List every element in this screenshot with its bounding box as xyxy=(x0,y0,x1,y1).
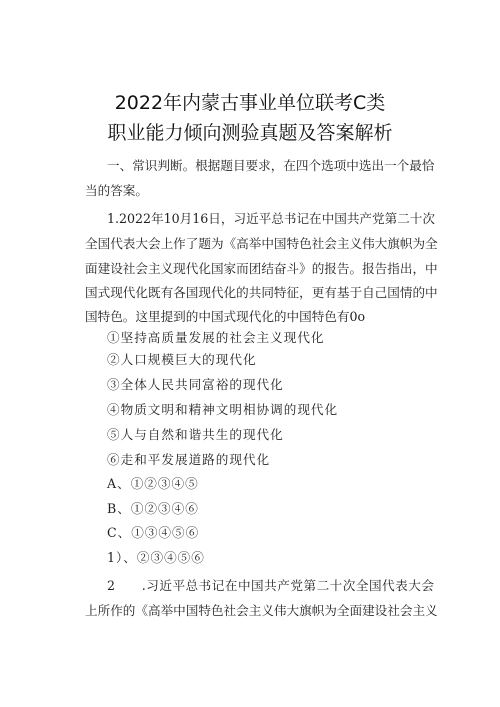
document-title-line-1: 2022年内蒙古事业单位联考C类 xyxy=(114,92,386,114)
section-header-line-1: 一、常识判断。根据题目要求，在四个选项中选出一个最恰 xyxy=(107,158,435,173)
statement-1: ①坚持高质量发展的社会主义现代化 xyxy=(107,330,325,345)
option-b: B、①②③④⑥ xyxy=(107,501,199,516)
question-1-line-5: 国特色。这里提到的中国式现代化的中国特色有0o xyxy=(85,309,366,324)
question-2-line-2: 上所作的《高举中国特色社会主义伟大旗帜为全面建设社会主义 xyxy=(85,603,438,618)
statement-2: ②人口规模巨大的现代化 xyxy=(107,352,257,367)
option-d: 1）、②③④⑤⑥ xyxy=(107,550,205,565)
statement-5: ⑤人与自然和谐共生的现代化 xyxy=(107,427,284,442)
document-title-line-2: 职业能力倾向测验真题及答案解析 xyxy=(107,122,393,144)
statement-3: ③全体人民共同富裕的现代化 xyxy=(107,377,284,392)
question-1-line-2: 全国代表大会上作了题为《高举中国特色社会主义伟大旗帜为全 xyxy=(85,236,438,251)
statement-6: ⑥走和平发展道路的现代化 xyxy=(107,452,271,467)
question-1-line-4: 国式现代化既有各国现代化的共同特征，更有基于自己国情的中 xyxy=(85,285,438,300)
option-a: A、①②③④⑤ xyxy=(107,476,199,491)
option-c: C、①③④⑤⑥ xyxy=(107,525,200,540)
section-header-line-2: 当的答案。 xyxy=(85,183,148,198)
question-1-line-3: 面建设社会主义现代化国家而团结奋斗》的报告。报告指出，中 xyxy=(85,261,438,276)
question-2-line-1: 2 .习近平总书记在中国共产党第二十次全国代表大会 xyxy=(107,578,434,593)
statement-4: ④物质文明和精神文明相协调的现代化 xyxy=(107,402,339,417)
question-1-line-1: 1.2022年10月16日，习近平总书记在中国共产党第二十次 xyxy=(107,211,435,226)
